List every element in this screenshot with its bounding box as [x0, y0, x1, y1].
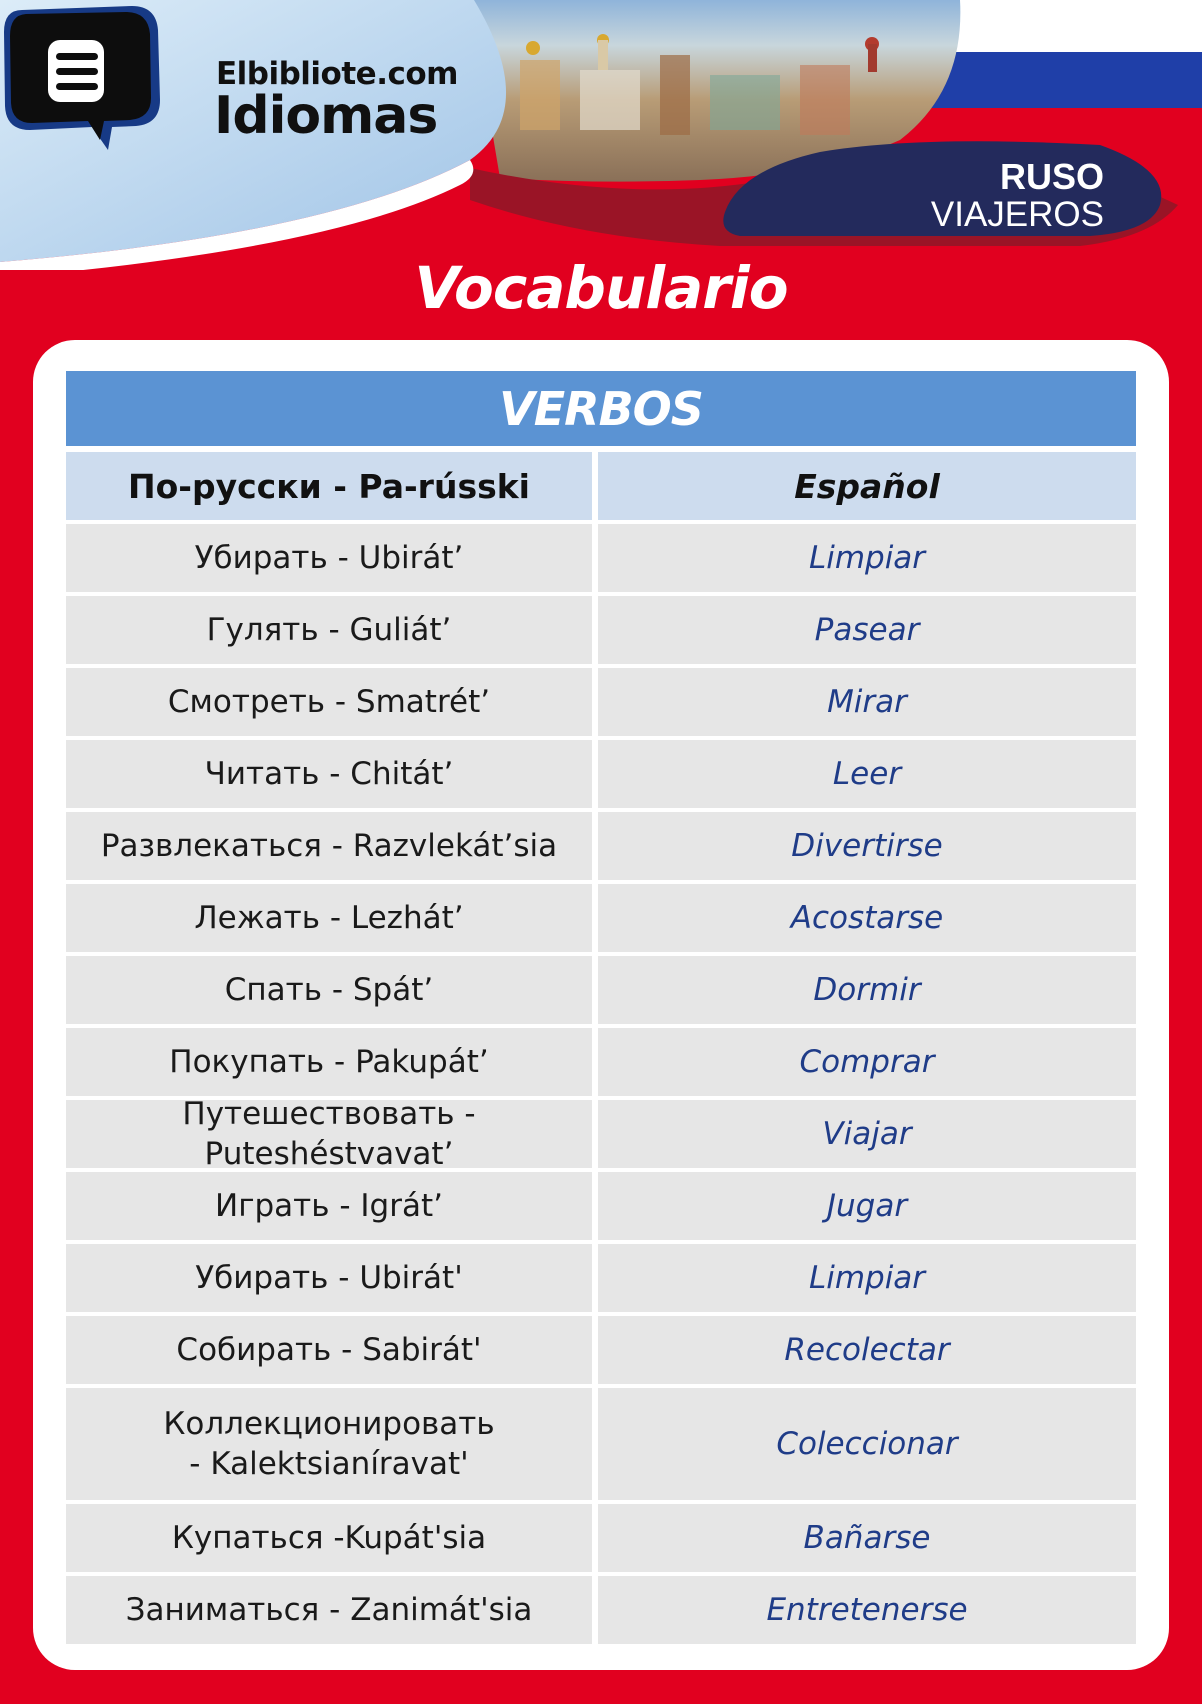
spanish-cell: Pasear	[598, 596, 1136, 664]
russian-cell: Спать - Spát’	[66, 956, 598, 1024]
table-row	[66, 524, 1136, 596]
spanish-cell: Viajar	[598, 1100, 1136, 1168]
badge-course: VIAJEROS	[930, 195, 1104, 234]
table-row	[66, 884, 1136, 956]
spanish-cell: Comprar	[598, 1028, 1136, 1096]
spanish-cell: Bañarse	[598, 1504, 1136, 1572]
chat-bubble-book-icon	[0, 0, 162, 152]
table-row	[66, 1388, 1136, 1504]
page-title: Vocabulario	[414, 254, 788, 322]
spanish-cell: Mirar	[598, 668, 1136, 736]
russian-cell: Развлекаться - Razvlekát’sia	[66, 812, 598, 880]
table-row	[66, 740, 1136, 812]
russian-cell: Играть - Igrát’	[66, 1172, 598, 1240]
spanish-cell: Jugar	[598, 1172, 1136, 1240]
table-row	[66, 956, 1136, 1028]
russian-cell: Купаться -Kupát'sia	[66, 1504, 598, 1572]
badge-language: RUSO	[999, 156, 1104, 197]
russian-cell: Смотреть - Smatrét’	[66, 668, 598, 736]
table-row	[66, 812, 1136, 884]
brand-name: Idiomas	[214, 86, 438, 146]
russian-cell: Гулять - Guliát’	[66, 596, 598, 664]
brand-site: Elbibliote.com	[216, 56, 458, 92]
vocabulary-table	[66, 371, 1136, 1648]
spanish-cell: Limpiar	[598, 524, 1136, 592]
russian-cell: Коллекционировать - Kalektsianíravat'	[66, 1388, 598, 1500]
russian-cell: Заниматься - Zanimát'sia	[66, 1576, 598, 1644]
table-row	[66, 1576, 1136, 1648]
table-row	[66, 1244, 1136, 1316]
russian-cell: Убирать - Ubirát’	[66, 524, 598, 592]
header-spanish: Español	[598, 452, 1136, 520]
russian-cell: Покупать - Pakupát’	[66, 1028, 598, 1096]
table-row	[66, 1172, 1136, 1244]
russian-cell: Собирать - Sabirát'	[66, 1316, 598, 1384]
russian-cell: Путешествовать - Puteshéstvavat’	[66, 1100, 598, 1168]
table-row	[66, 1504, 1136, 1576]
table-row	[66, 1316, 1136, 1388]
spanish-cell: Entretenerse	[598, 1576, 1136, 1644]
spanish-cell: Acostarse	[598, 884, 1136, 952]
spanish-cell: Coleccionar	[598, 1388, 1136, 1500]
header	[0, 0, 1202, 270]
spanish-cell: Leer	[598, 740, 1136, 808]
table-header-row	[66, 452, 1136, 524]
spanish-cell: Dormir	[598, 956, 1136, 1024]
spanish-cell: Divertirse	[598, 812, 1136, 880]
table-row	[66, 1028, 1136, 1100]
table-row	[66, 668, 1136, 740]
russian-cell: Лежать - Lezhát’	[66, 884, 598, 952]
table-row	[66, 1096, 1136, 1172]
table-row	[66, 596, 1136, 668]
header-russian: По-русски - Pa-rússki	[66, 452, 598, 520]
russian-cell: Читать - Chitát’	[66, 740, 598, 808]
table-title: VERBOS	[66, 371, 1136, 452]
spanish-cell: Limpiar	[598, 1244, 1136, 1312]
russian-cell: Убирать - Ubirát'	[66, 1244, 598, 1312]
spanish-cell: Recolectar	[598, 1316, 1136, 1384]
